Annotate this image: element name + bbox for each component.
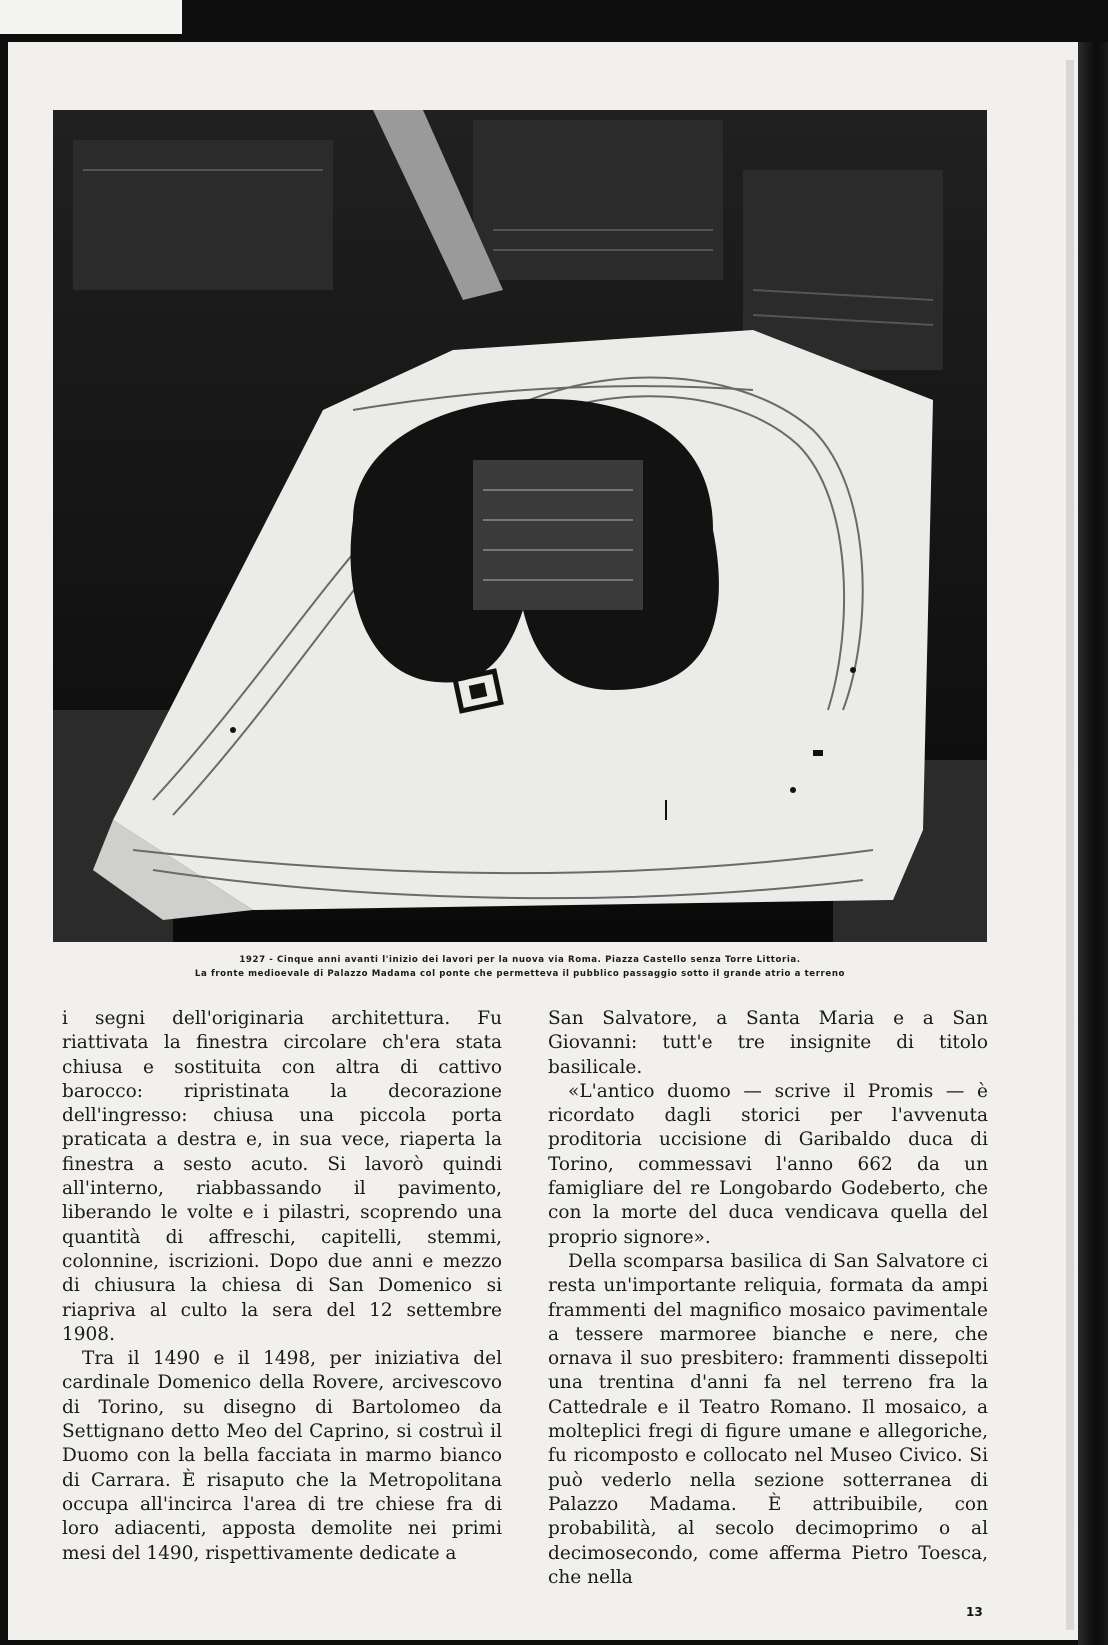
aerial-photo-illustration xyxy=(53,110,987,942)
scan-top-margin xyxy=(0,0,182,34)
page-number: 13 xyxy=(966,1605,983,1619)
photo-caption xyxy=(80,953,960,981)
page-inner-edge xyxy=(1066,60,1074,1630)
aerial-photo xyxy=(53,110,987,942)
paragraph: San Salvatore, a Santa Maria e a San Giovanni: tutt'e tre insignite di titolo basilicale. xyxy=(548,1008,988,1078)
paragraph: «L'antico duomo — scrive il Promis — è ricordato dagli storici per l'avvenuta proditoria uccisione di Garibaldo duca di Torino, commessavi l'anno 662 da un famigliare del re Longobardo Godeberto, che con la morte del duca vendicava quella del proprio signore». xyxy=(548,1080,988,1248)
page-binding-edge xyxy=(1078,42,1108,1645)
text-column-left xyxy=(62,1007,502,1566)
paragraph: Della scomparsa basilica di San Salvatore ci resta un'importante reliquia, formata da ampi frammenti del magnifico mosaico pavimentale a tessere marmoree bianche e nere, che ornava il suo presbitero: frammenti dissepolti una trentina d'anni fa nel terreno fra la Cattedrale e il Teatro Romano. Il mosaico, a molteplici fregi di figure umane e allegoriche, fu ricomposto e collocato nel Museo Civico. Si può vederlo nella sezione sotterranea di Palazzo Madama. È attribuibile, con probabilità, al secolo decimoprimo o al decimosecondo, come afferma Pietro Toesca, che nella xyxy=(548,1250,988,1588)
text-column-right xyxy=(548,1007,988,1590)
paragraph: Tra il 1490 e il 1498, per iniziativa del cardinale Domenico della Rovere, arcivescovo di Torino, su disegno di Bartolomeo da Settignano detto Meo del Caprino, si costruì il Duomo con la bella facciata in marmo bianco di Carrara. È risaputo che la Metropolitana occupa all'incirca l'area di tre chiese fra di loro adiacenti, apposta demolite nei primi mesi del 1490, rispettivamente dedicate a xyxy=(62,1348,502,1564)
caption-line-1: 1927 - Cinque anni avanti l'inizio dei lavori per la nuova via Roma. Piazza Castello senza Torre Littoria. xyxy=(239,955,801,965)
caption-line-2: La fronte medioevale di Palazzo Madama col ponte che permetteva il pubblico passaggio sotto il grande atrio a terreno xyxy=(194,969,846,979)
paragraph: i segni dell'originaria architettura. Fu riattivata la finestra circolare ch'era stata chiusa e sostituita con altra di cattivo barocco: ripristinata la decorazione dell'ingresso: chiusa una piccola porta praticata a destra e, in sua vece, riaperta la finestra a sesto acuto. Si lavorò quindi all'interno, riabbassando il pavimento, liberando le volte e i pilastri, scoprendo una quantità di affreschi, capitelli, stemmi, colonnine, iscrizioni. Dopo due anni e mezzo di chiusura la chiesa di San Domenico si riapriva al culto la sera del 12 settembre 1908. xyxy=(62,1008,502,1345)
